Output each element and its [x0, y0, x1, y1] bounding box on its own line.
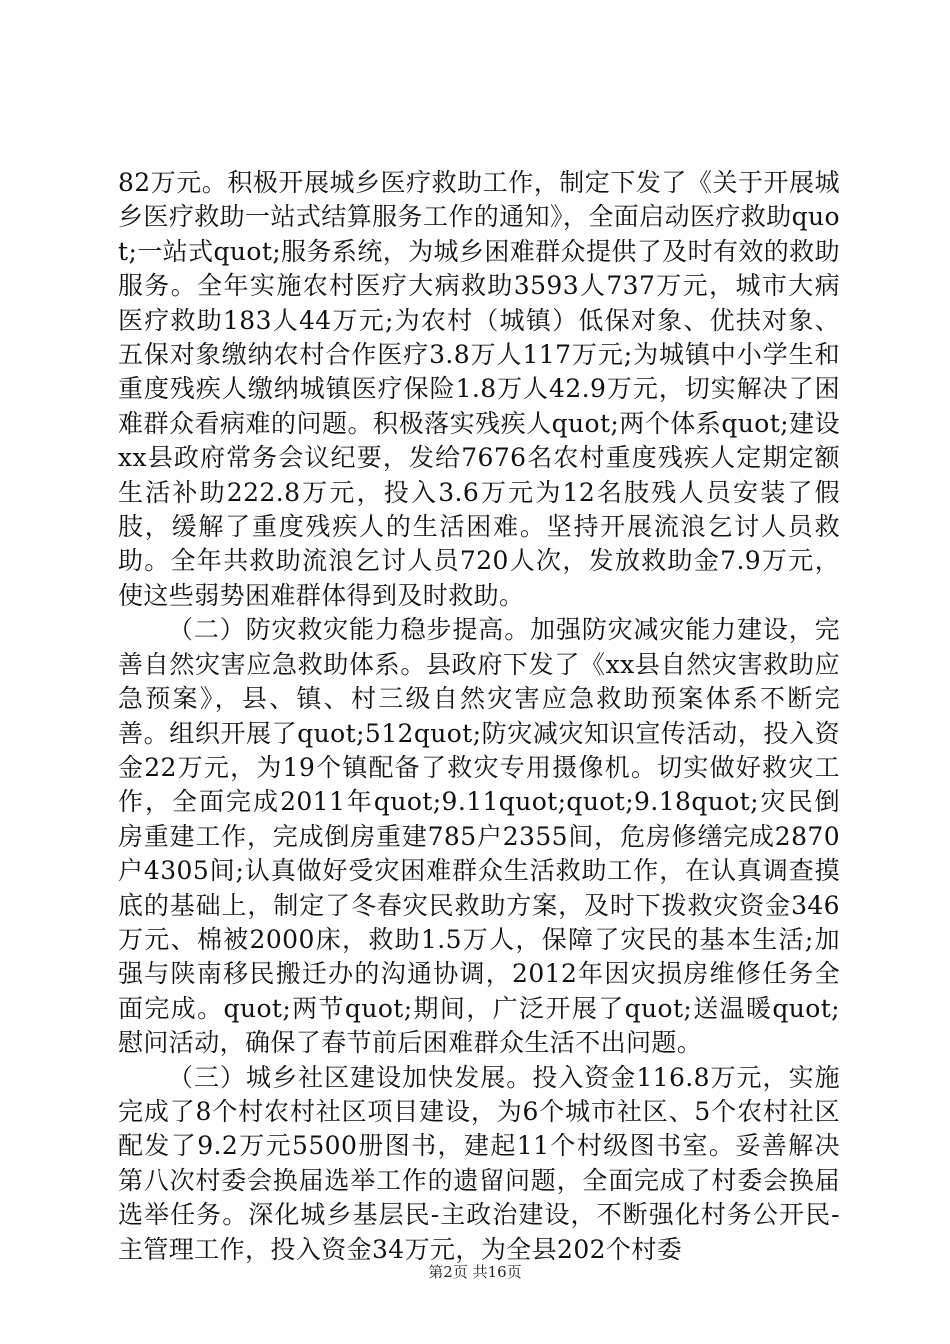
body-text: [118, 166, 840, 1267]
paragraph-community-building: （三）城乡社区建设加快发展。投入资金116.8万元，实施完成了8个村农村社区项目建设，为6个城市社区、5个农村社区配发了9.2万元5500册图书，建起11个村级图书室。妥善解决第八次村委会换届选举工作的遗留问题，全面完成了村委会换届选举任务。深化城乡基层民-主政治建设，不断强化村务公开民-主管理工作，投入资金34万元，为全县202个村委: [118, 1062, 840, 1264]
page-footer: 第2页 共16页: [428, 1263, 522, 1281]
paragraph-disaster-relief: （二）防灾救灾能力稳步提高。加强防灾减灾能力建设，完善自然灾害应急救助体系。县政府下发了《xx县自然灾害救助应急预案》，县、镇、村三级自然灾害应急救助预案体系不断完善。组织开展了quot;512quot;防灾减灾知识宣传活动，投入资金22万元，为19个镇配备了救灾专用摄像机。切实做好救灾工作，全面完成2011年quot;9.11quot;quot;9.18quot;灾民倒房重建工作，完成倒房重建785户2355间，危房修缮完成2870户4305间;认真做好受灾困难群众生活救助工作，在认真调查摸底的基础上，制定了冬春灾民救助方案，及时下拨救灾资金346万元、棉被2000床，救助1.5万人，保障了灾民的基本生活;加强与陕南移民搬迁办的沟通协调，2012年因灾损房维修任务全面完成。quot;两节quot;期间，广泛开展了quot;送温暖quot;慰问活动，确保了春节前后困难群众生活不出问题。: [118, 615, 840, 1058]
paragraph-medical-aid: 82万元。积极开展城乡医疗救助工作，制定下发了《关于开展城乡医疗救助一站式结算服务工作的通知》，全面启动医疗救助quot;一站式quot;服务系统，为城乡困难群众提供了及时有效的救助服务。全年实施农村医疗大病救助3593人737万元，城市大病医疗救助183人44万元;为农村（城镇）低保对象、优扶对象、五保对象缴纳农村合作医疗3.8万人117万元;为城镇中小学生和重度残疾人缴纳城镇医疗保险1.8万人42.9万元，切实解决了困难群众看病难的问题。积极落实残疾人quot;两个体系quot;建设xx县政府常务会议纪要，发给7676名农村重度残疾人定期定额生活补助222.8万元，投入3.6万元为12名肢残人员安装了假肢，缓解了重度残疾人的生活困难。坚持开展流浪乞讨人员救助。全年共救助流浪乞讨人员720人次，发放救助金7.9万元，使这些弱势困难群体得到及时救助。: [118, 168, 840, 610]
